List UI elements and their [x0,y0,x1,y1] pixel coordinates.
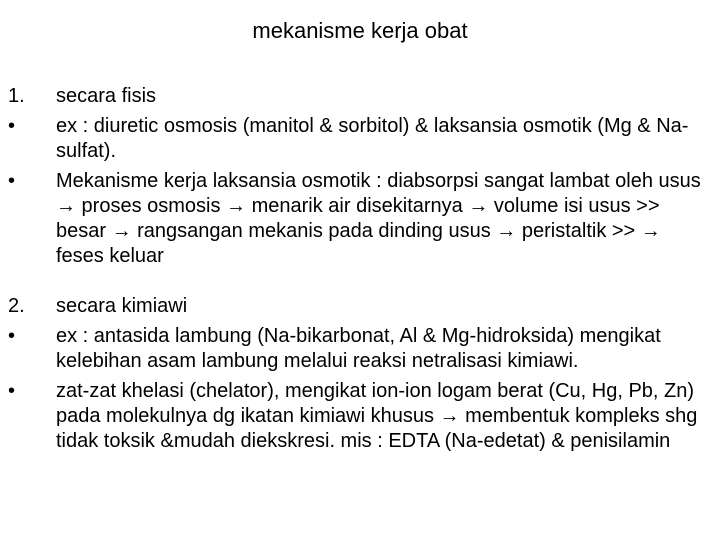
bullet-icon: • [8,170,16,192]
section-2 [8,294,714,454]
bullet-icon: • [8,115,16,137]
bullet-item [8,169,714,269]
bullet-text: Mekanisme kerja laksansia osmotik : diabsorpsi sangat lambat oleh usus → proses osmosis → menarik air disekitarnya → volume isi usus >> besar → rangsangan mekanis pada dinding usus → peristaltik >> → feses keluar [56,170,701,267]
section-heading: secara fisis [56,85,157,107]
section-heading-row [8,294,714,319]
slide-content [8,84,714,454]
section-heading: secara kimiawi [56,295,188,317]
bullet-item [8,324,714,374]
bullet-icon: • [8,325,16,347]
bullet-item [8,379,714,454]
section-heading-row [8,84,714,109]
bullet-text: zat-zat khelasi (chelator), mengikat ion-ion logam berat (Cu, Hg, Pb, Zn) pada molekulnya dg ikatan kimiawi khusus → membentuk kompleks shg tidak toksik &mudah diekskresi. mis : EDTA (Na-edetat) & penisilamin [56,380,698,452]
section-1 [8,84,714,269]
slide-title: mekanisme kerja obat [252,18,468,43]
bullet-text: ex : diuretic osmosis (manitol & sorbitol) & laksansia osmotik (Mg & Na-sulfat). [56,115,689,162]
section-number: 2. [8,295,25,317]
bullet-icon: • [8,380,16,402]
section-number: 1. [8,85,25,107]
bullet-text: ex : antasida lambung (Na-bikarbonat, Al & Mg-hidroksida) mengikat kelebihan asam lambung melalui reaksi netralisasi kimiawi. [56,325,661,372]
bullet-item [8,114,714,164]
